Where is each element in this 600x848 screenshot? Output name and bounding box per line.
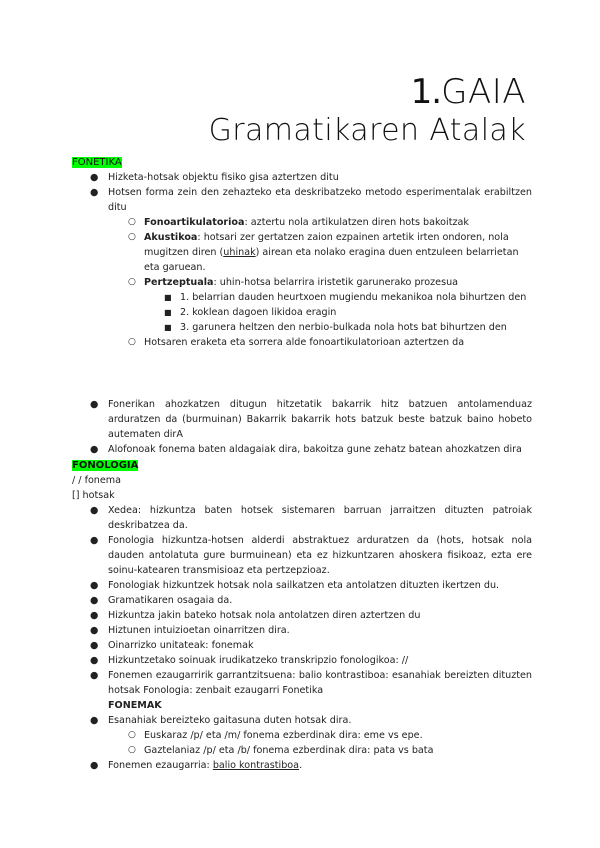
list-item-pertzeptuala: ○ Pertzeptuala: uhin-hotsa belarrira iristetik garunerako prozesua bbox=[128, 277, 459, 288]
document-subtitle: Gramatikaren Atalak bbox=[208, 113, 526, 148]
list-item: ○ Euskaraz /p/ eta /m/ fonema ezberdinak dira: eme vs epe. bbox=[128, 730, 423, 741]
circle-bullet-icon: ○ bbox=[128, 217, 136, 227]
bullet-icon: ● bbox=[90, 580, 99, 591]
list-item-akustikoa: ○ Akustikoa: hotsari zer gertatzen zaion ezpainen artetik irten ondoren, nola mugitzen diren (uhinak) airean eta nolako eragina duen entzuleen belarrietan eta garuean. bbox=[128, 232, 519, 273]
fonologia-heading: FONOLOGIA bbox=[72, 460, 139, 471]
title-number: 1. bbox=[410, 72, 442, 112]
list-item: ● Hiztunen intuizioetan oinarritzen dira. bbox=[90, 625, 290, 636]
list-item: ● Fonologiak hizkuntzek hotsak nola sailkatzen eta antolatzen dituzten ikertzen du. bbox=[90, 580, 500, 591]
list-item-step: ■ 3. garunera heltzen den nerbio-bulkada nola hots bat bihurtzen den bbox=[164, 322, 507, 333]
hotsak-notation: [] hotsak bbox=[72, 490, 115, 501]
square-bullet-icon: ■ bbox=[164, 293, 172, 302]
fonema-notation: / / fonema bbox=[72, 475, 122, 486]
list-item: ● Gramatikaren osagaia da. bbox=[90, 595, 233, 606]
fonologia-list bbox=[72, 503, 532, 698]
list-item-fonoartikulatorioa: ○ Fonoartikulatorioa: aztertu nola artikulatzen diren hots bakoitzak bbox=[128, 217, 469, 228]
document-title bbox=[411, 72, 526, 112]
list-item: ● Fonerikan ahozkatzen ditugun hitzetatik bakarrik hitz batzuen antolamenduaz arduratzen da (burmuinan) Bakarrik bakarrik hots batzuk beste batzuk baino hobeto autematen dirA bbox=[90, 399, 532, 440]
bullet-icon: ● bbox=[90, 715, 99, 726]
circle-bullet-icon: ○ bbox=[128, 730, 136, 740]
circle-bullet-icon: ○ bbox=[128, 277, 136, 287]
list-item: ● Esanahiak bereizteko gaitasuna duten hotsak dira. bbox=[90, 715, 352, 726]
bullet-icon: ● bbox=[90, 535, 99, 546]
list-item: ● Hizkuntzetako soinuak irudikatzeko transkripzio fonologikoa: // bbox=[90, 655, 409, 666]
bullet-icon: ● bbox=[90, 625, 99, 636]
list-item: ○ Hotsaren eraketa eta sorrera alde fonoartikulatorioan aztertzen da bbox=[128, 337, 465, 348]
fonemak-heading: FONEMAK bbox=[108, 700, 162, 711]
list-item: ● Xedea: hizkuntza baten hotsek sistemaren barruan jarraitzen dituzten patroiak deskribatzea da. bbox=[90, 505, 532, 531]
circle-bullet-icon: ○ bbox=[128, 337, 136, 347]
uhinak-link[interactable]: uhinak bbox=[223, 247, 256, 258]
square-bullet-icon: ■ bbox=[164, 323, 172, 332]
bullet-icon: ● bbox=[90, 655, 99, 666]
list-item: ● Fonologia hizkuntza-hotsen alderdi abstraktuez arduratzen da (hots, hotsak nola dauden antolatuta gure burmuinean) eta ez hizkuntzaren ahoskera fisikoaz, ezta ere soinu-katearen transmisioaz eta pertzepzioaz. bbox=[90, 535, 532, 576]
list-item: ● Alofonoak fonema baten aldagaiak dira, bakoitza gune zehatz batean ahozkatzen dira bbox=[90, 444, 522, 455]
bullet-icon: ● bbox=[90, 172, 99, 183]
list-item: ● Hizketa-hotsak objektu fisiko gisa aztertzen ditu bbox=[90, 172, 339, 183]
bullet-icon: ● bbox=[90, 399, 99, 410]
fonologia-section bbox=[72, 458, 532, 773]
bullet-icon: ● bbox=[90, 760, 99, 771]
square-bullet-icon: ■ bbox=[164, 308, 172, 317]
circle-bullet-icon: ○ bbox=[128, 745, 136, 755]
list-item: ● Oinarrizko unitateak: fonemak bbox=[90, 640, 254, 651]
list-item: ● Hotsen forma zein den zehazteko eta deskribatzeko metodo esperimentalak erabiltzen ditu bbox=[90, 187, 532, 213]
bullet-icon: ● bbox=[90, 595, 99, 606]
list-item: ● Fonemen ezaugarria: balio kontrastiboa. bbox=[90, 760, 303, 771]
circle-bullet-icon: ○ bbox=[128, 232, 136, 242]
balio-kontrastiboa-link[interactable]: balio kontrastiboa bbox=[212, 760, 300, 771]
fonetika-extra-section bbox=[72, 397, 532, 457]
list-item-step: ■ 2. koklean dagoen likidoa eragin bbox=[164, 307, 337, 318]
fonetika-section bbox=[72, 155, 532, 350]
fonetika-list bbox=[72, 170, 532, 350]
list-item: ● Hizkuntza jakin bateko hotsak nola antolatzen diren aztertzen du bbox=[90, 610, 421, 621]
bullet-icon: ● bbox=[90, 505, 99, 516]
bullet-icon: ● bbox=[90, 444, 99, 455]
title-gaia: GAIA bbox=[441, 72, 526, 112]
bullet-icon: ● bbox=[90, 640, 99, 651]
bullet-icon: ● bbox=[90, 670, 99, 681]
bullet-icon: ● bbox=[90, 610, 99, 621]
list-item: ○ Gaztelaniaz /p/ eta /b/ fonema ezberdinak dira: pata vs bata bbox=[128, 745, 434, 756]
list-item-step: ■ 1. belarrian dauden heurtxoen mugiendu mekanikoa nola bihurtzen den bbox=[164, 292, 527, 303]
list-item: ● Fonemen ezaugarririk garrantzitsuena: balio kontrastiboa: esanahiak bereizten dituzten hotsak Fonologia: zenbait ezaugarri Fonetika bbox=[90, 670, 532, 696]
bullet-icon: ● bbox=[90, 187, 99, 198]
fonetika-heading: FONETIKA bbox=[72, 157, 122, 168]
